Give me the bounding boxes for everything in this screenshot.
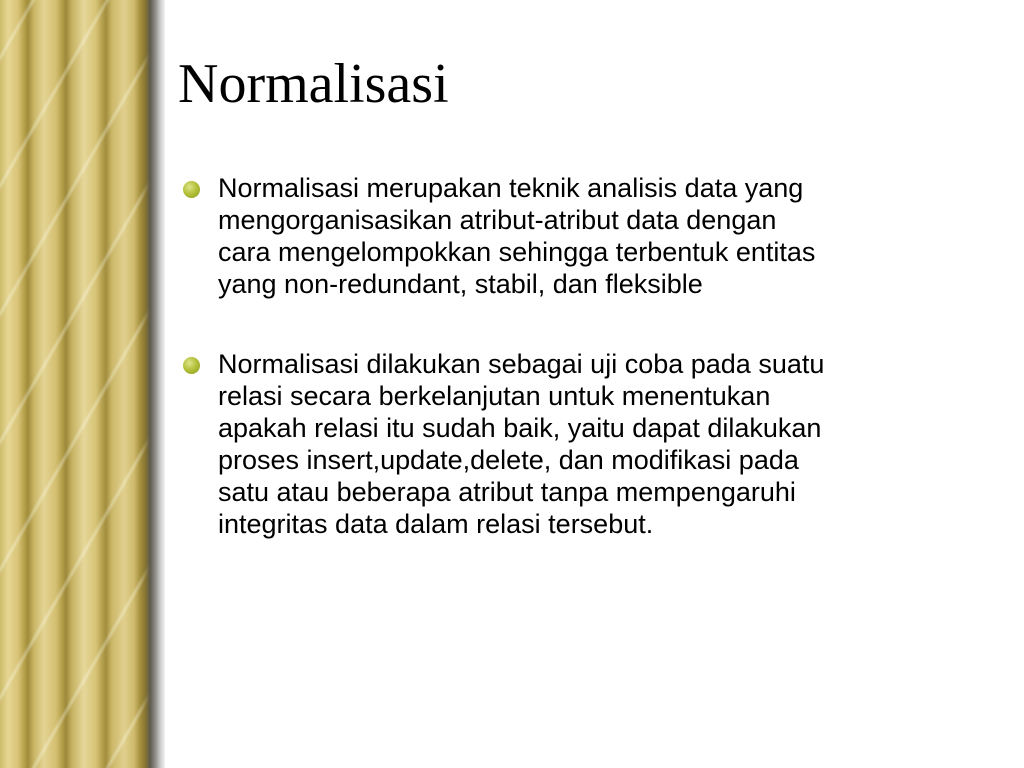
bullet-item [180, 348, 995, 540]
bullet-dot-icon [183, 357, 200, 374]
bullet-dot-icon [183, 181, 200, 198]
decorative-gold-column [0, 0, 165, 768]
bullet-text: Normalisasi merupakan teknik analisis data yang mengorganisasikan atribut-atribut data dengan cara mengelompokkan sehingga terbentuk entitas yang non-redundant, stabil, dan fleksible [218, 173, 816, 299]
bullet-item [180, 172, 995, 300]
bullet-list [180, 172, 995, 588]
bullet-text: Normalisasi dilakukan sebagai uji coba pada suatu relasi secara berkelanjutan untuk menentukan apakah relasi itu sudah baik, yaitu dapat dilakukan proses insert,update,delete, dan modifikasi pada satu atau beberapa atribut tanpa mempengaruhi integritas data dalam relasi tersebut. [218, 349, 825, 539]
slide-title: Normalisasi [178, 53, 449, 115]
